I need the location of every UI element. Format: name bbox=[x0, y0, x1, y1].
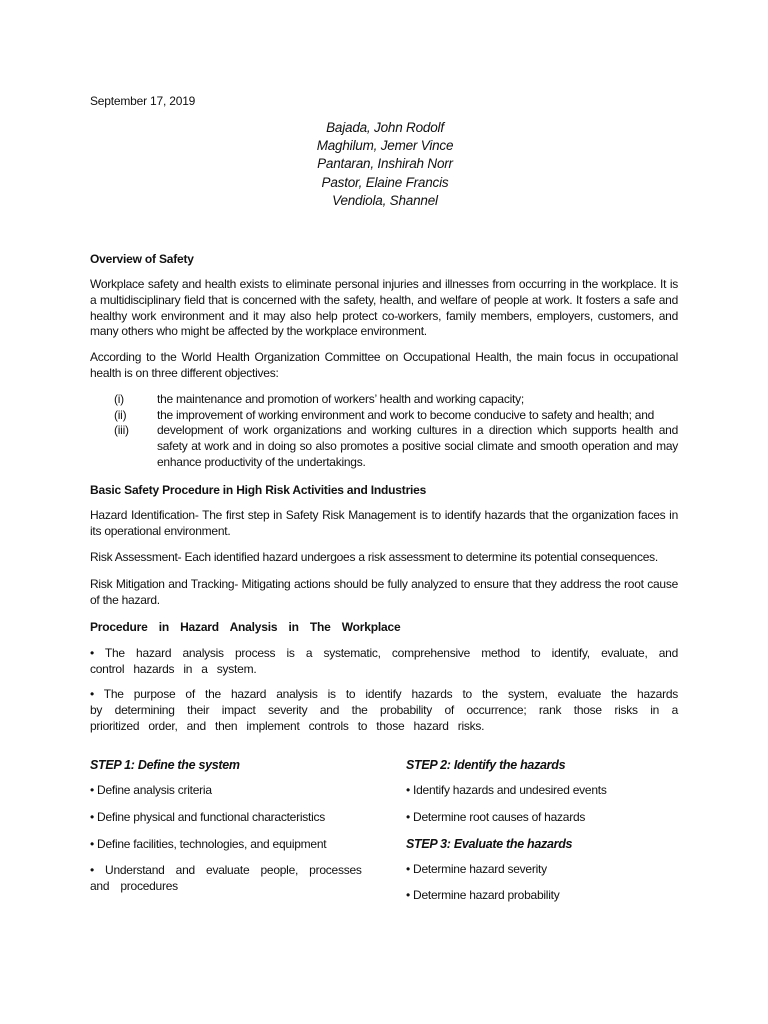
list-item-text: development of work organizations and working cultures in a direction which supports health and safety at work and in doing so also promotes a positive social climate and smooth operation and may enhance productivity of the undertakings. bbox=[157, 423, 678, 469]
author-name: Pastor, Elaine Francis bbox=[321, 174, 449, 190]
list-item: • Determine hazard probability bbox=[406, 888, 560, 903]
list-item-number: (ii) bbox=[114, 407, 127, 422]
author-name: Maghilum, Jemer Vince bbox=[316, 138, 454, 154]
list-item-text: the improvement of working environment and work to become conducive to safety and health; and bbox=[157, 407, 655, 422]
paragraph: Workplace safety and health exists to eliminate personal injuries and illnesses from occurring in the workplace. It is a multidisciplinary field that is concerned with the safety, health, and welfare of people at work. It fosters a safe and healthy work environment and it may also help protect co-workers, family members, employers, customers, and many others who might be affected by the workplace environment. bbox=[90, 277, 678, 339]
list-item-number: (i) bbox=[114, 391, 124, 406]
paragraph: • The hazard analysis process is a systematic, comprehensive method to identify, evaluate, and control hazards in a system. bbox=[90, 645, 678, 676]
list-item-text: the maintenance and promotion of workers’ health and working capacity; bbox=[157, 391, 524, 406]
list-item: • Determine root causes of hazards bbox=[406, 809, 586, 824]
list-item: • Determine hazard severity bbox=[406, 861, 547, 876]
list-item: • Define facilities, technologies, and equipment bbox=[90, 836, 327, 851]
author-name: Pantaran, Inshirah Norr bbox=[317, 156, 453, 172]
paragraph: Hazard Identification- The first step in Safety Risk Management is to identify hazards that the organization faces in its operational environment. bbox=[90, 507, 678, 538]
step-2-title: STEP 2: Identify the hazards bbox=[406, 758, 566, 772]
paragraph: According to the World Health Organization Committee on Occupational Health, the main focus in occupational health is on three different objectives: bbox=[90, 350, 678, 380]
list-item bbox=[90, 423, 678, 470]
step-1-title: STEP 1: Define the system bbox=[90, 758, 240, 772]
objectives-list bbox=[90, 392, 678, 471]
procedure-section bbox=[90, 620, 678, 735]
author-list bbox=[260, 119, 510, 210]
list-item bbox=[90, 392, 678, 408]
list-item bbox=[90, 408, 678, 424]
author-name: Vendiola, Shannel bbox=[332, 192, 438, 208]
overview-section bbox=[90, 252, 678, 471]
list-item: • Define physical and functional characteristics bbox=[90, 809, 325, 824]
basic-safety-section bbox=[90, 483, 678, 609]
list-item: • Understand and evaluate people, processes and procedures bbox=[90, 863, 362, 894]
author-name: Bajada, John Rodolf bbox=[326, 120, 444, 135]
steps-left-column bbox=[90, 758, 362, 915]
steps-right-column bbox=[406, 758, 678, 915]
step-3-title: STEP 3: Evaluate the hazards bbox=[406, 836, 573, 851]
section-heading: Overview of Safety bbox=[90, 252, 194, 266]
steps-columns bbox=[90, 758, 678, 915]
paragraph: Risk Assessment- Each identified hazard undergoes a risk assessment to determine its potential consequences. bbox=[90, 550, 658, 565]
list-item: • Define analysis criteria bbox=[90, 783, 212, 797]
paragraph: Risk Mitigation and Tracking- Mitigating actions should be fully analyzed to ensure that they address the root cause of the hazard. bbox=[90, 577, 678, 607]
list-item: • Identify hazards and undesired events bbox=[406, 783, 607, 797]
list-item-number: (iii) bbox=[114, 423, 129, 438]
document-body bbox=[90, 252, 678, 745]
paragraph: • The purpose of the hazard analysis is to identify hazards to the system, evaluate the hazards by determining their impact severity and the probability of occurrence; rank those risks in a prioritized order, and then implement controls to those hazard risks. bbox=[90, 687, 678, 733]
document-date: September 17, 2019 bbox=[90, 94, 196, 108]
section-heading: Procedure in Hazard Analysis in The Workplace bbox=[90, 619, 401, 634]
section-heading: Basic Safety Procedure in High Risk Activities and Industries bbox=[90, 482, 427, 497]
